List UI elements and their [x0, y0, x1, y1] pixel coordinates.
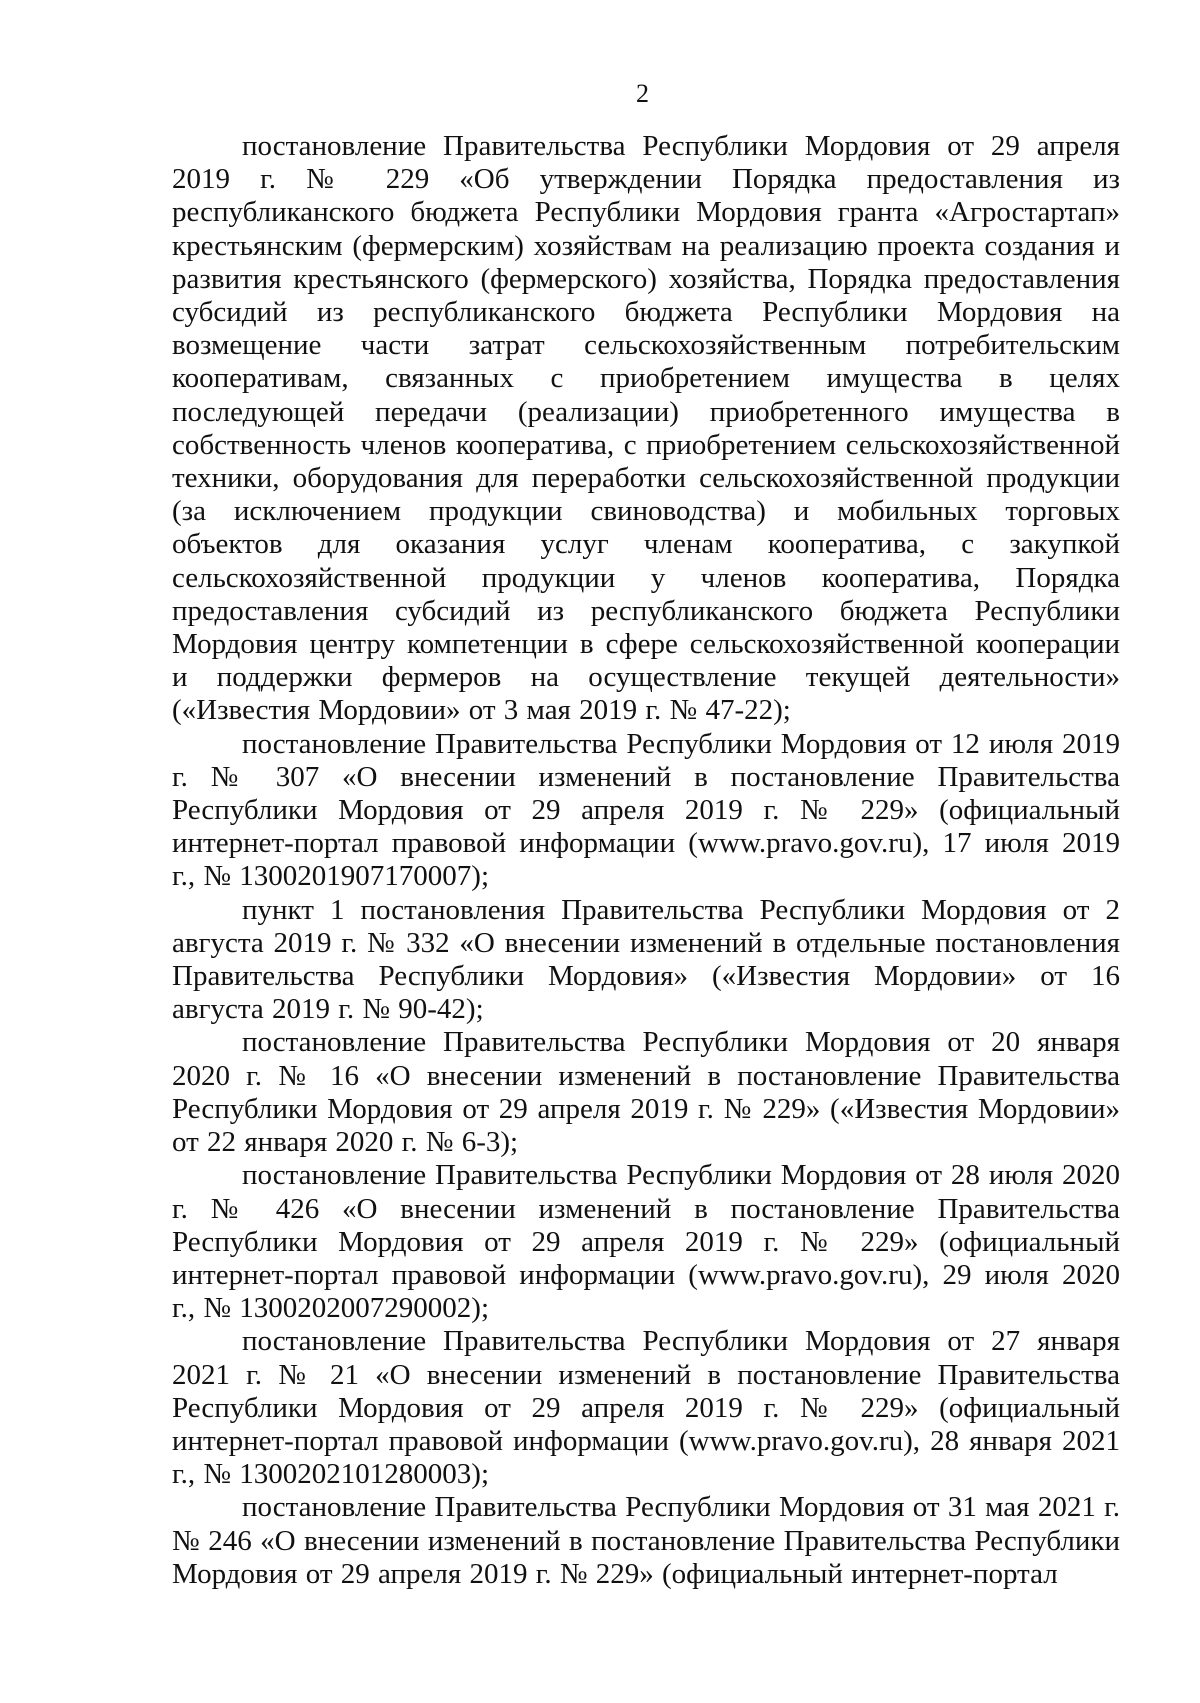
paragraph-resolution-21: постановление Правительства Республики Мордовия от 27 января 2021 г. № 21 «О внесении изменений в постановление Правительства Республики Мордовия от 29 апреля 2019 г. № 229» (официальный интернет-портал правовой информации (www.pravo.gov.ru), 28 января 2021 г., № 1300202101280003);: [172, 1325, 1120, 1491]
paragraph-resolution-307: постановление Правительства Республики Мордовия от 12 июля 2019 г. № 307 «О внесении изменений в постановление Правительства Республики Мордовия от 29 апреля 2019 г. № 229» (официальный интернет-портал правовой информации (www.pravo.gov.ru), 17 июля 2019 г., № 1300201907170007);: [172, 727, 1120, 893]
paragraph-resolution-426: постановление Правительства Республики Мордовия от 28 июля 2020 г. № 426 «О внесении изменений в постановление Правительства Республики Мордовия от 29 апреля 2019 г. № 229» (официальный интернет-портал правовой информации (www.pravo.gov.ru), 29 июля 2020 г., № 1300202007290002);: [172, 1159, 1120, 1325]
paragraph-resolution-246: постановление Правительства Республики Мордовия от 31 мая 2021 г. № 246 «О внесении изменений в постановление Правительства Республики Мордовия от 29 апреля 2019 г. № 229» (официальный интернет-портал: [172, 1491, 1120, 1590]
paragraph-resolution-229: постановление Правительства Республики Мордовия от 29 апреля 2019 г. № 229 «Об утверждении Порядка предоставления из республиканского бюджета Республики Мордовия гранта «Агростартап» крестьянским (фермерским) хозяйствам на реализацию проекта создания и развития крестьянского (фермерского) хозяйства, Порядка предоставления субсидий из республиканского бюджета Республики Мордовия на возмещение части затрат сельскохозяйственным потребительским кооперативам, связанных с приобретением имущества в целях последующей передачи (реализации) приобретенного имущества в собственность членов кооператива, с приобретением сельскохозяйственной техники, оборудования для переработки сельскохозяйственной продукции (за исключением продукции свиноводства) и мобильных торговых объектов для оказания услуг членам кооператива, с закупкой сельскохозяйственной продукции у членов кооператива, Порядка предоставления субсидий из республиканского бюджета Республики Мордовия центру компетенции в сфере сельскохозяйственной кооперации и поддержки фермеров на осуществление текущей деятельности» («Известия Мордовии» от 3 мая 2019 г. № 47-22);: [172, 130, 1120, 727]
document-body: [172, 130, 1120, 1591]
paragraph-resolution-16: постановление Правительства Республики Мордовия от 20 января 2020 г. № 16 «О внесении изменений в постановление Правительства Республики Мордовия от 29 апреля 2019 г. № 229» («Известия Мордовии» от 22 января 2020 г. № 6-3);: [172, 1026, 1120, 1159]
paragraph-resolution-332: пункт 1 постановления Правительства Республики Мордовия от 2 августа 2019 г. № 332 «О внесении изменений в отдельные постановления Правительства Республики Мордовия» («Известия Мордовии» от 16 августа 2019 г. № 90-42);: [172, 893, 1120, 1026]
page-number: 2: [636, 79, 649, 108]
